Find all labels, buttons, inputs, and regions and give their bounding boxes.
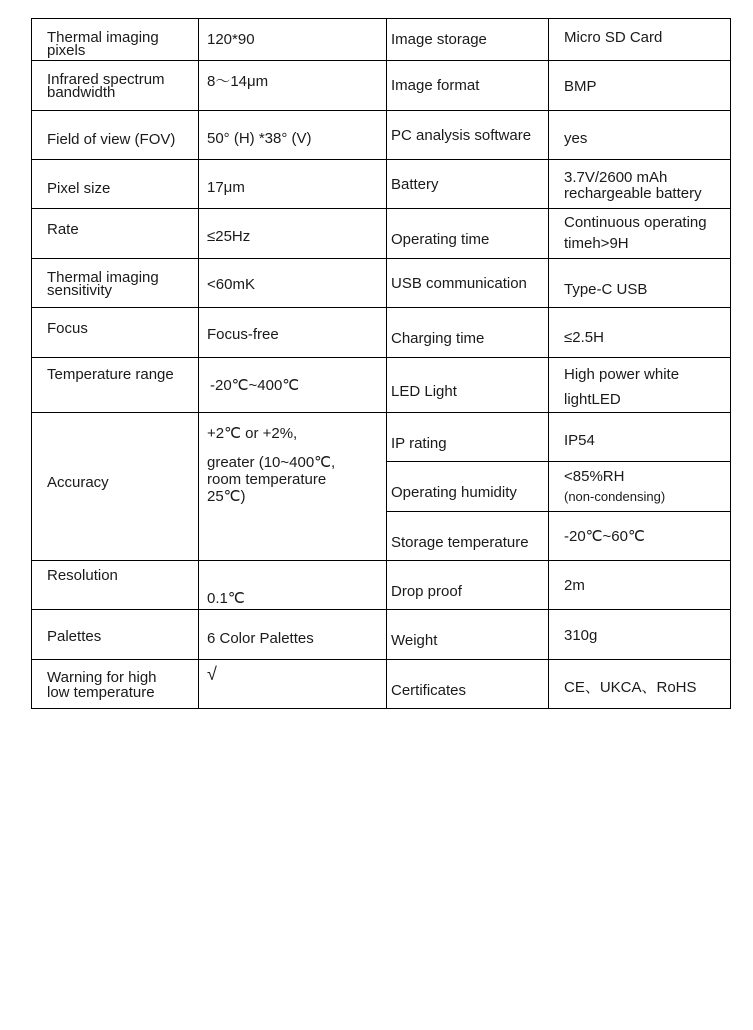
spec-label: Operating humidity: [387, 462, 549, 512]
table-row: [32, 308, 731, 358]
spec-label: Charging time: [387, 308, 549, 358]
spec-table: [31, 18, 731, 709]
spec-label: Thermal imaging sensitivity: [32, 259, 199, 308]
spec-value: 17μm: [199, 160, 387, 209]
spec-value: 8～14μm: [199, 61, 387, 111]
spec-label: Rate: [32, 209, 199, 259]
spec-value: CE、UKCA、RoHS: [549, 660, 731, 709]
spec-value: High power white lightLED: [549, 358, 731, 413]
table-row: [32, 660, 731, 709]
table-row: [32, 413, 731, 462]
spec-value: 310g: [549, 610, 731, 660]
spec-label: Storage temperature: [387, 512, 549, 561]
spec-value: ≤25Hz: [199, 209, 387, 259]
spec-value: Type-C USB: [549, 259, 731, 308]
table-row: [32, 358, 731, 413]
spec-label: Image storage: [387, 19, 549, 61]
spec-value: IP54: [549, 413, 731, 462]
spec-label: Battery: [387, 160, 549, 209]
check-icon: √: [199, 660, 387, 709]
spec-value: 2m: [549, 561, 731, 610]
spec-label: Infrared spectrum bandwidth: [32, 61, 199, 111]
spec-label: Accuracy: [32, 413, 199, 561]
spec-value: 0.1℃: [199, 561, 387, 610]
spec-value: 6 Color Palettes: [199, 610, 387, 660]
spec-value: yes: [549, 111, 731, 160]
spec-label: PC analysis software: [387, 111, 549, 160]
spec-label: Weight: [387, 610, 549, 660]
table-row: [32, 19, 731, 61]
accuracy-value-line2: greater (10~400℃, room temperature 25℃): [207, 454, 336, 505]
spec-label: Palettes: [32, 610, 199, 660]
spec-label: Resolution: [32, 561, 199, 610]
spec-label: IP rating: [387, 413, 549, 462]
spec-value: [199, 413, 387, 561]
spec-label: LED Light: [387, 358, 549, 413]
spec-value: BMP: [549, 61, 731, 111]
spec-label: Drop proof: [387, 561, 549, 610]
spec-value: [549, 462, 731, 512]
table-row: [32, 111, 731, 160]
table-row: [32, 259, 731, 308]
spec-value: ≤2.5H: [549, 308, 731, 358]
table-row: [32, 610, 731, 660]
spec-label: Warning for high low temperature: [32, 660, 199, 709]
spec-value: -20℃~400℃: [199, 358, 387, 413]
spec-label: USB communication: [387, 259, 549, 308]
spec-value: Continuous operating timeh>9H: [549, 209, 731, 259]
spec-value: 120*90: [199, 19, 387, 61]
spec-label: Image format: [387, 61, 549, 111]
spec-value: <60mK: [199, 259, 387, 308]
spec-label: Thermal imaging pixels: [32, 19, 199, 61]
humidity-note: (non-condensing): [564, 489, 666, 504]
table-row: [32, 61, 731, 111]
spec-value: Micro SD Card: [549, 19, 731, 61]
spec-value: 3.7V/2600 mAh rechargeable battery: [549, 160, 731, 209]
spec-label: Temperature range: [32, 358, 199, 413]
table-row: [32, 160, 731, 209]
spec-label: Pixel size: [32, 160, 199, 209]
humidity-value: <85%RH: [564, 468, 625, 485]
spec-label: Operating time: [387, 209, 549, 259]
spec-value: -20℃~60℃: [549, 512, 731, 561]
spec-value: Focus-free: [199, 308, 387, 358]
table-row: [32, 561, 731, 610]
spec-label: Certificates: [387, 660, 549, 709]
accuracy-value-line1: +2℃ or +2%,: [207, 425, 298, 442]
table-row: [32, 209, 731, 259]
spec-label: Field of view (FOV): [32, 111, 199, 160]
spec-value: 50° (H) *38° (V): [199, 111, 387, 160]
spec-label: Focus: [32, 308, 199, 358]
